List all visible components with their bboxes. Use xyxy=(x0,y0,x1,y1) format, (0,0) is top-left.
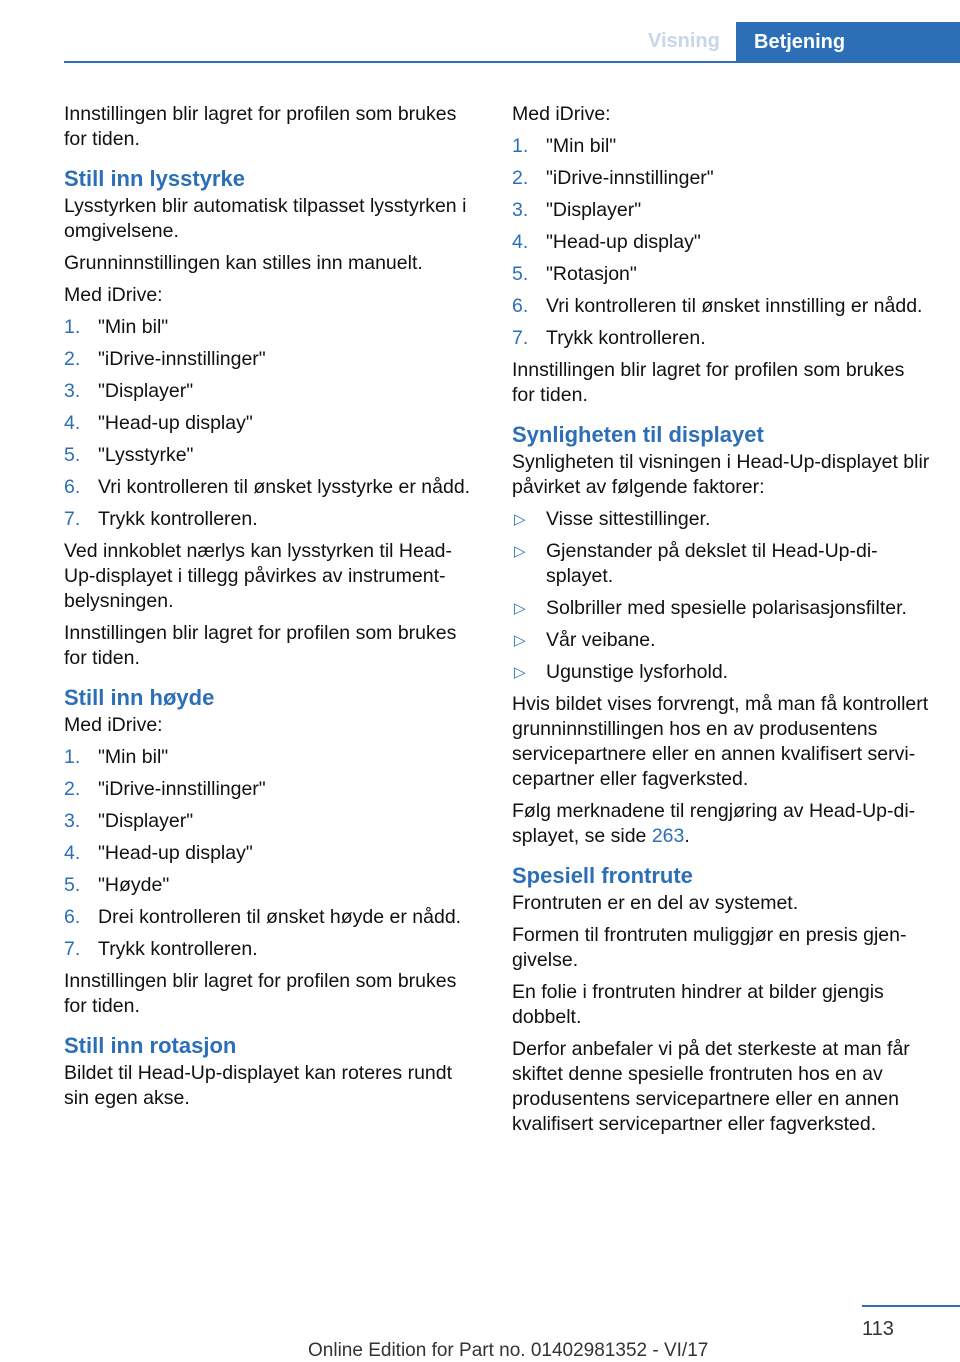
list-item xyxy=(512,628,932,653)
paragraph: Med iDrive: xyxy=(512,103,611,125)
step-text: "iDrive-innstillinger" xyxy=(98,348,266,370)
step-number: 6. xyxy=(64,906,81,928)
page-link[interactable]: 263 xyxy=(651,825,685,847)
triangle-bullet-icon: ▷ xyxy=(514,664,526,681)
list-item xyxy=(64,507,482,532)
paragraph: Grunninnstillingen kan stilles inn manuelt. xyxy=(64,252,423,274)
step-text: "Lysstyrke" xyxy=(98,444,194,466)
step-text: "Head-up display" xyxy=(546,231,701,253)
step-text: "Min bil" xyxy=(98,316,169,338)
paragraph-end: . xyxy=(684,825,690,847)
list-item xyxy=(64,315,482,340)
page-number: 113 xyxy=(862,1318,894,1340)
list-item xyxy=(512,326,932,351)
paragraph: Hvis bildet vises forvrengt, må man få kontrollert grunninnstillingen hos en av produsentens servicepartnere eller en annen kvalifisert servicepartner eller fagverksted. xyxy=(512,693,929,790)
bullet-list-factors xyxy=(512,507,932,685)
paragraph: Innstillingen blir lagret for profilen som brukes for tiden. xyxy=(64,103,457,150)
list-item xyxy=(64,411,482,436)
footer-rule xyxy=(862,1305,960,1307)
step-text: "iDrive-innstillinger" xyxy=(546,167,714,189)
list-item xyxy=(64,905,482,930)
step-number: 2. xyxy=(64,778,81,800)
paragraph: Bildet til Head-Up-displayet kan roteres rundt sin egen akse. xyxy=(64,1062,453,1109)
step-text: "Displayer" xyxy=(98,380,194,402)
list-item xyxy=(64,777,482,802)
step-text: "Høyde" xyxy=(98,874,170,896)
list-item xyxy=(512,166,932,191)
list-item xyxy=(64,873,482,898)
list-item xyxy=(512,596,932,621)
paragraph: Frontruten er en del av systemet. xyxy=(512,892,799,914)
header-rule xyxy=(64,61,960,63)
triangle-bullet-icon: ▷ xyxy=(514,600,526,617)
step-number: 3. xyxy=(64,380,81,402)
step-number: 5. xyxy=(64,874,81,896)
step-number: 4. xyxy=(64,412,81,434)
step-text: Trykk kontrolleren. xyxy=(546,327,706,349)
list-item xyxy=(64,475,482,500)
bullet-text: Vår veibane. xyxy=(546,629,656,651)
step-number: 5. xyxy=(64,444,81,466)
step-text: "iDrive-innstillinger" xyxy=(98,778,266,800)
paragraph: Formen til frontruten muliggjør en presis gjengivelse. xyxy=(512,924,907,971)
steps-list-hoyde xyxy=(64,745,482,962)
section-heading-frontrute: Spesiell frontrute xyxy=(512,863,693,888)
section-heading-synlighet: Synligheten til displayet xyxy=(512,422,764,447)
step-text: "Displayer" xyxy=(98,810,194,832)
list-item xyxy=(64,443,482,468)
bullet-text: Gjenstander på dekslet til Head-Up-displayet. xyxy=(546,540,878,587)
step-number: 3. xyxy=(512,199,529,221)
steps-list-rotasjon xyxy=(512,134,932,351)
paragraph: Lysstyrken blir automatisk tilpasset lysstyrken i omgivelsene. xyxy=(64,195,467,242)
right-column xyxy=(512,102,932,1144)
paragraph: Ved innkoblet nærlys kan lysstyrken til Head-Up-displayet i tillegg påvirkes av instrumentbelysningen. xyxy=(64,540,453,612)
step-text: "Head-up display" xyxy=(98,412,253,434)
list-item xyxy=(512,507,932,532)
step-number: 1. xyxy=(64,746,81,768)
section-heading-hoyde: Still inn høyde xyxy=(64,685,215,710)
step-number: 6. xyxy=(512,295,529,317)
step-number: 1. xyxy=(512,135,529,157)
section-heading-rotasjon: Still inn rotasjon xyxy=(64,1033,237,1058)
step-text: Trykk kontrolleren. xyxy=(98,508,258,530)
step-number: 4. xyxy=(64,842,81,864)
paragraph: Med iDrive: xyxy=(64,714,163,736)
header-tab-betjening[interactable]: Betjening xyxy=(736,22,960,63)
paragraph-text: Følg merknadene til rengjøring av Head-Up-displayet, se side xyxy=(512,800,916,847)
triangle-bullet-icon: ▷ xyxy=(514,543,526,560)
list-item xyxy=(64,347,482,372)
step-number: 3. xyxy=(64,810,81,832)
paragraph: Synligheten til visningen i Head-Up-displayet blir påvirket av følgende faktorer: xyxy=(512,451,930,498)
header-tab-visning[interactable]: Visning xyxy=(648,30,720,52)
section-heading-lysstyrke: Still inn lysstyrke xyxy=(64,166,245,191)
paragraph: Med iDrive: xyxy=(64,284,163,306)
edition-footer: Online Edition for Part no. 01402981352 - VI/17 xyxy=(308,1340,709,1361)
step-text: Trykk kontrolleren. xyxy=(98,938,258,960)
list-item xyxy=(512,198,932,223)
triangle-bullet-icon: ▷ xyxy=(514,632,526,649)
steps-list-lysstyrke xyxy=(64,315,482,532)
step-text: "Displayer" xyxy=(546,199,642,221)
list-item xyxy=(512,294,932,319)
list-item xyxy=(64,809,482,834)
paragraph: Innstillingen blir lagret for profilen som brukes for tiden. xyxy=(512,359,905,406)
page-header xyxy=(0,0,960,64)
step-text: "Head-up display" xyxy=(98,842,253,864)
step-text: Drei kontrolleren til ønsket høyde er nådd. xyxy=(98,906,462,928)
step-number: 7. xyxy=(64,508,81,530)
paragraph: Innstillingen blir lagret for profilen som brukes for tiden. xyxy=(64,970,457,1017)
bullet-text: Ugunstige lysforhold. xyxy=(546,661,729,683)
bullet-text: Visse sittestillinger. xyxy=(546,508,711,530)
step-number: 7. xyxy=(512,327,529,349)
list-item xyxy=(512,262,932,287)
step-text: "Rotasjon" xyxy=(546,263,637,285)
list-item xyxy=(64,937,482,962)
step-number: 1. xyxy=(64,316,81,338)
step-number: 2. xyxy=(64,348,81,370)
step-number: 7. xyxy=(64,938,81,960)
step-number: 5. xyxy=(512,263,529,285)
step-text: Vri kontrolleren til ønsket innstilling er nådd. xyxy=(546,295,923,317)
bullet-text: Solbriller med spesielle polarisasjonsfilter. xyxy=(546,597,907,619)
list-item xyxy=(64,841,482,866)
paragraph-with-link xyxy=(512,799,932,849)
step-number: 4. xyxy=(512,231,529,253)
list-item xyxy=(512,134,932,159)
paragraph: Innstillingen blir lagret for profilen som brukes for tiden. xyxy=(64,622,457,669)
list-item xyxy=(64,379,482,404)
step-text: "Min bil" xyxy=(546,135,617,157)
left-column xyxy=(64,102,482,1118)
paragraph: Derfor anbefaler vi på det sterkeste at man får skiftet denne spesielle frontruten hos en av produsentens servicepartnere eller en annen kvalifisert servicepartner eller fagverksted. xyxy=(512,1038,910,1135)
list-item xyxy=(512,539,932,589)
list-item xyxy=(512,660,932,685)
step-text: Vri kontrolleren til ønsket lysstyrke er nådd. xyxy=(98,476,471,498)
list-item xyxy=(64,745,482,770)
step-text: "Min bil" xyxy=(98,746,169,768)
step-number: 6. xyxy=(64,476,81,498)
list-item xyxy=(512,230,932,255)
paragraph: En folie i frontruten hindrer at bilder gjengis dobbelt. xyxy=(512,981,884,1028)
triangle-bullet-icon: ▷ xyxy=(514,511,526,528)
step-number: 2. xyxy=(512,167,529,189)
